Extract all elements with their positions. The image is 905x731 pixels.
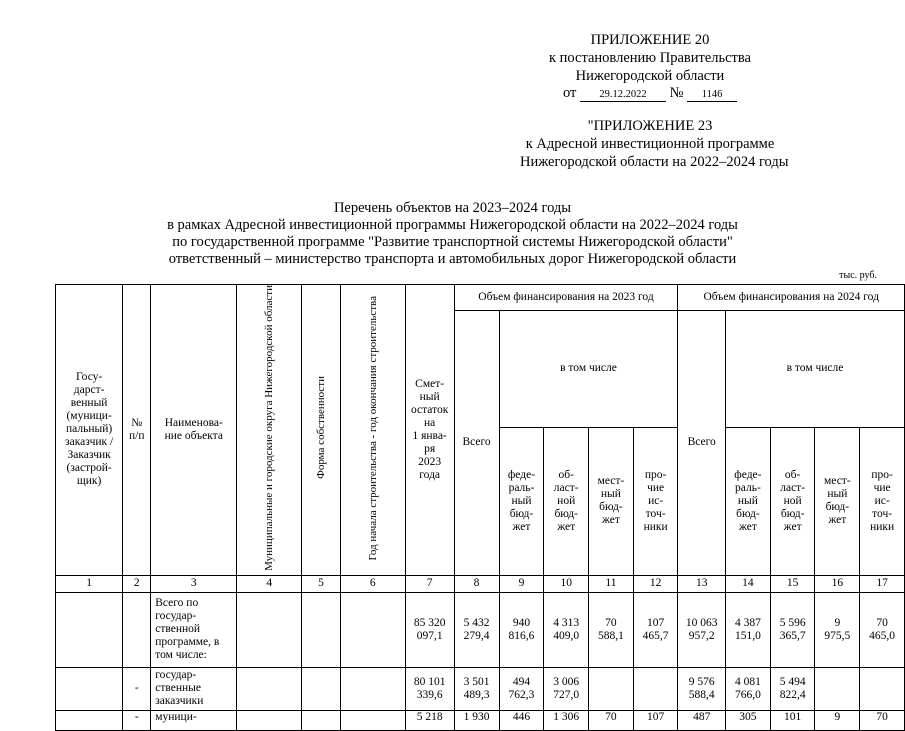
cell-regional-2023: 3 006 727,0 xyxy=(544,667,589,710)
cell-name: государ- ственные заказчики xyxy=(151,667,237,710)
cell-federal-2023: 940 816,6 xyxy=(499,592,544,667)
cell-regional-2023: 4 313 409,0 xyxy=(544,592,589,667)
cell-total-2024: 9 576 588,4 xyxy=(678,667,726,710)
cell-other-2023: 107 xyxy=(633,710,678,730)
cell-local-2024 xyxy=(815,667,860,710)
cell-years xyxy=(340,592,405,667)
cell-ownership xyxy=(302,667,340,710)
cell-local-2023: 70 xyxy=(589,710,634,730)
appendix23-line2: Нижегородской области на 2022–2024 годы xyxy=(520,154,789,170)
header-years-cell xyxy=(340,285,405,576)
col-number: 11 xyxy=(589,575,634,592)
col-number: 15 xyxy=(770,575,815,592)
table-row xyxy=(56,667,905,710)
objects-table xyxy=(55,284,905,731)
cell-num: - xyxy=(123,667,151,710)
header-federal-2024: феде- раль- ный бюд- жет xyxy=(725,427,770,575)
col-number: 14 xyxy=(725,575,770,592)
cell-federal-2023: 446 xyxy=(499,710,544,730)
cell-regional-2023: 1 306 xyxy=(544,710,589,730)
col-number: 9 xyxy=(499,575,544,592)
header-local-2024: мест- ный бюд- жет xyxy=(815,427,860,575)
cell-other-2024: 70 465,0 xyxy=(860,592,905,667)
cell-district xyxy=(237,592,302,667)
cell-local-2024: 9 975,5 xyxy=(815,592,860,667)
col-number: 17 xyxy=(860,575,905,592)
col-number: 4 xyxy=(237,575,302,592)
cell-other-2023 xyxy=(633,667,678,710)
cell-federal-2023: 494 762,3 xyxy=(499,667,544,710)
number-sign: № xyxy=(669,85,684,101)
header-district-cell xyxy=(237,285,302,576)
table-row xyxy=(56,592,905,667)
cell-ownership xyxy=(302,592,340,667)
col-number: 16 xyxy=(815,575,860,592)
cell-remainder: 85 320 097,1 xyxy=(405,592,454,667)
cell-other-2024: 70 xyxy=(860,710,905,730)
col-number: 13 xyxy=(678,575,726,592)
col-number: 12 xyxy=(633,575,678,592)
cell-total-2023: 1 930 xyxy=(454,710,499,730)
cell-name: Всего по государ- ственной программе, в том числе: xyxy=(151,592,237,667)
header-name: Наименова- ние объекта xyxy=(151,285,237,576)
header-total-2024: Всего xyxy=(678,311,726,576)
col-number: 6 xyxy=(340,575,405,592)
appendix20-line1: к постановлению Правительства xyxy=(549,50,751,66)
cell-ownership xyxy=(302,710,340,730)
cell-total-2024: 10 063 957,2 xyxy=(678,592,726,667)
appendix20-line2: Нижегородской области xyxy=(575,68,725,84)
cell-years xyxy=(340,667,405,710)
cell-years xyxy=(340,710,405,730)
header-fin-2023: Объем финансирования на 2023 год xyxy=(454,285,678,311)
cell-total-2023: 3 501 489,3 xyxy=(454,667,499,710)
cell-other-2024 xyxy=(860,667,905,710)
header-local-2023: мест- ный бюд- жет xyxy=(589,427,634,575)
header-including-2023: в том числе xyxy=(499,311,678,428)
header-customer: Госу- дарст- венный (муници- пальный) заказчик / Заказчик (застрой- щик) xyxy=(56,285,123,576)
col-number: 1 xyxy=(56,575,123,592)
table-row xyxy=(56,710,905,730)
col-number: 8 xyxy=(454,575,499,592)
header-other-2024: про- чие ис- точ- ники xyxy=(860,427,905,575)
cell-total-2023: 5 432 279,4 xyxy=(454,592,499,667)
cell-num: - xyxy=(123,710,151,730)
col-number: 10 xyxy=(544,575,589,592)
col-number: 7 xyxy=(405,575,454,592)
cell-remainder: 5 218 xyxy=(405,710,454,730)
cell-district xyxy=(237,710,302,730)
header-ownership-cell xyxy=(302,285,340,576)
header-ownership: Форма собственности xyxy=(314,376,327,480)
list-title-line3: по государственной программе "Развитие транспортной системы Нижегородской области" xyxy=(172,234,733,250)
header-fin-2024: Объем финансирования на 2024 год xyxy=(678,285,905,311)
cell-customer xyxy=(56,710,123,730)
cell-federal-2024: 4 387 151,0 xyxy=(725,592,770,667)
list-title-line4: ответственный – министерство транспорта и автомобильных дорог Нижегородской области xyxy=(168,251,737,267)
header-federal-2023: феде- раль- ный бюд- жет xyxy=(499,427,544,575)
col-number: 3 xyxy=(151,575,237,592)
header-years: Год начала строительства - год окончания строительства xyxy=(366,295,379,561)
col-number: 5 xyxy=(302,575,340,592)
list-title-line1: Перечень объектов на 2023–2024 годы xyxy=(333,200,572,216)
appendix23-title: "ПРИЛОЖЕНИЕ 23 xyxy=(587,118,713,134)
col-number: 2 xyxy=(123,575,151,592)
appendix20-date-line xyxy=(520,85,780,102)
cell-regional-2024: 101 xyxy=(770,710,815,730)
header-including-2024: в том числе xyxy=(725,311,904,428)
header-district: Муниципальные и городские округа Нижегородской области xyxy=(263,285,276,571)
document-number: 1146 xyxy=(687,89,737,102)
cell-federal-2024: 4 081 766,0 xyxy=(725,667,770,710)
cell-regional-2024: 5 494 822,4 xyxy=(770,667,815,710)
date-prefix: от xyxy=(562,85,577,101)
cell-remainder: 80 101 339,6 xyxy=(405,667,454,710)
cell-local-2023: 70 588,1 xyxy=(589,592,634,667)
column-number-row xyxy=(56,575,905,592)
header-regional-2024: об- ласт- ной бюд- жет xyxy=(770,427,815,575)
cell-local-2023 xyxy=(589,667,634,710)
header-total-2023: Всего xyxy=(454,311,499,576)
cell-num xyxy=(123,592,151,667)
appendix23-line1: к Адресной инвестиционной программе xyxy=(525,136,775,152)
cell-regional-2024: 5 596 365,7 xyxy=(770,592,815,667)
cell-district xyxy=(237,667,302,710)
cell-other-2023: 107 465,7 xyxy=(633,592,678,667)
header-regional-2023: об- ласт- ной бюд- жет xyxy=(544,427,589,575)
list-title-line2: в рамках Адресной инвестиционной программы Нижегородской области на 2022–2024 годы xyxy=(167,217,738,233)
units-label: тыс. руб. xyxy=(839,270,877,281)
cell-customer xyxy=(56,592,123,667)
header-other-2023: про- чие ис- точ- ники xyxy=(633,427,678,575)
header-remainder: Смет- ный остаток на 1 янва- ря 2023 года xyxy=(405,285,454,576)
cell-name: муници- xyxy=(151,710,237,730)
cell-local-2024: 9 xyxy=(815,710,860,730)
cell-federal-2024: 305 xyxy=(725,710,770,730)
cell-customer xyxy=(56,667,123,710)
header-num: № п/п xyxy=(123,285,151,576)
appendix20-title: ПРИЛОЖЕНИЕ 20 xyxy=(590,32,710,48)
document-date: 29.12.2022 xyxy=(580,89,666,102)
cell-total-2024: 487 xyxy=(678,710,726,730)
